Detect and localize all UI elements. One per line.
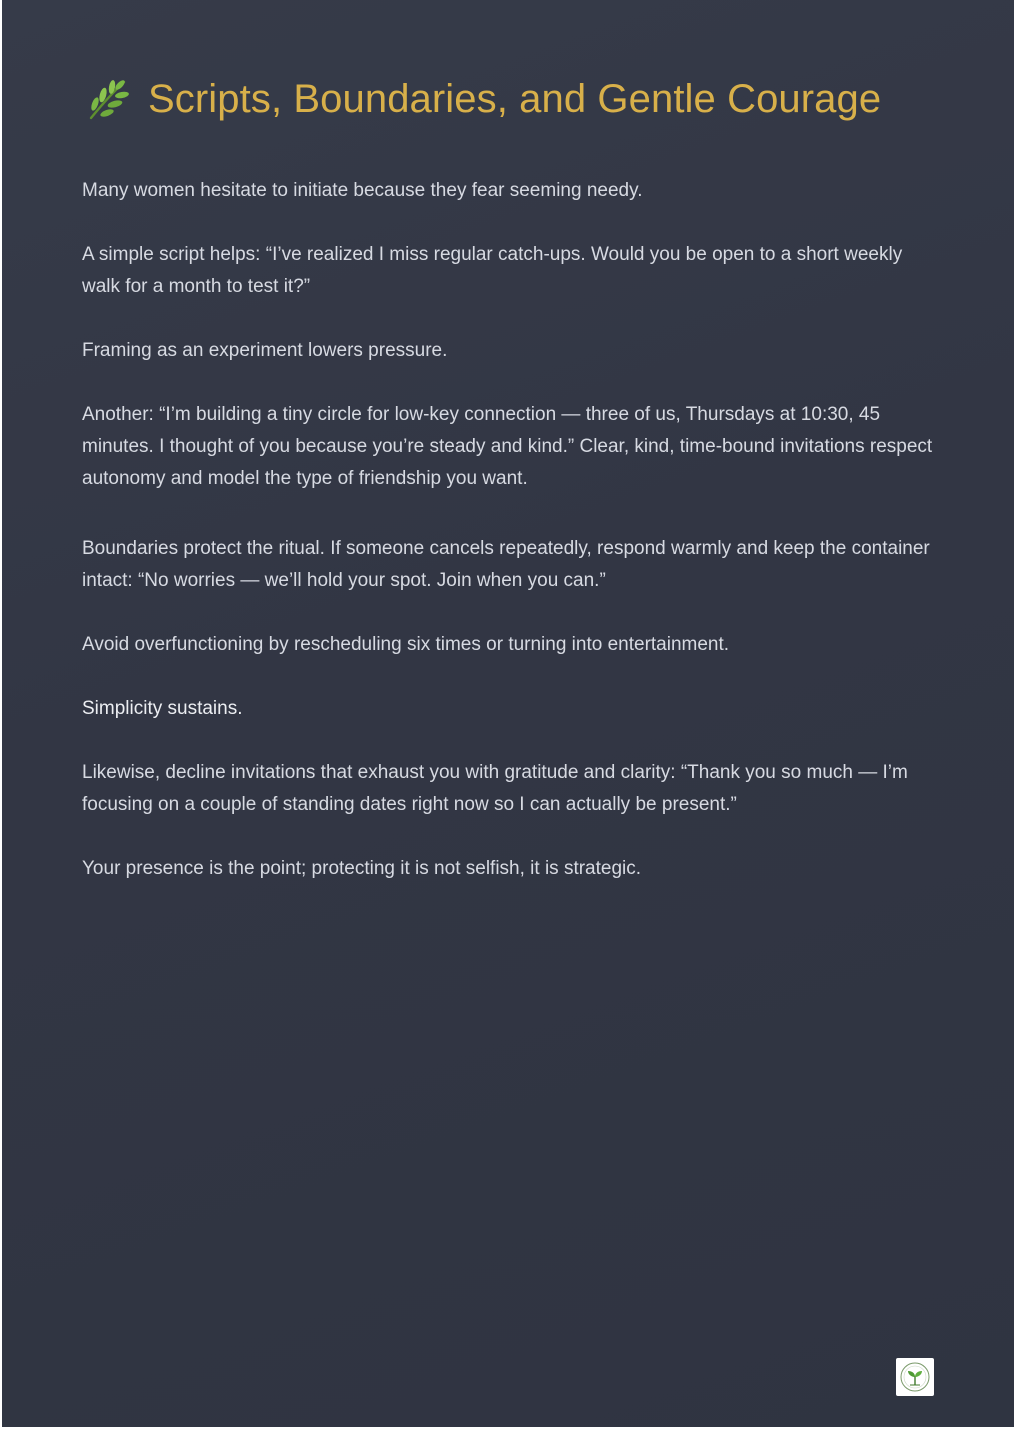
paragraph-emphasis: Simplicity sustains. xyxy=(82,698,243,719)
paragraph: Avoid overfunctioning by rescheduling six times or turning into entertainment. xyxy=(82,634,730,655)
paragraph: Framing as an experiment lowers pressure. xyxy=(82,340,448,361)
article-body xyxy=(82,175,940,917)
paragraph: Boundaries protect the ritual. If someone cancels repeatedly, respond warmly and keep the container intact: “No worries — we’ll hold your spot. Join when you can.” xyxy=(82,538,930,591)
herb-leaf-icon xyxy=(82,74,132,124)
document-page xyxy=(2,0,1014,1427)
paragraph: Many women hesitate to initiate because they fear seeming needy. xyxy=(82,180,643,201)
sprout-seal-logo-icon xyxy=(896,1358,934,1396)
paragraph: Likewise, decline invitations that exhaust you with gratitude and clarity: “Thank you so much — I’m focusing on a couple of standing dates right now so I can actually be present.” xyxy=(82,762,908,815)
paragraph: Another: “I’m building a tiny circle for low-key connection — three of us, Thursdays at 10:30, 45 minutes. I thought of you because you’re steady and kind.” Clear, kind, time-bound invitations respect autonomy and model the type of friendship you want. xyxy=(82,404,933,489)
page-title-text: Scripts, Boundaries, and Gentle Courage xyxy=(148,76,882,121)
paragraph: Your presence is the point; protecting it is not selfish, it is strategic. xyxy=(82,858,642,879)
page-title xyxy=(82,74,881,124)
paragraph: A simple script helps: “I’ve realized I miss regular catch-ups. Would you be open to a short weekly walk for a month to test it?” xyxy=(82,244,903,297)
